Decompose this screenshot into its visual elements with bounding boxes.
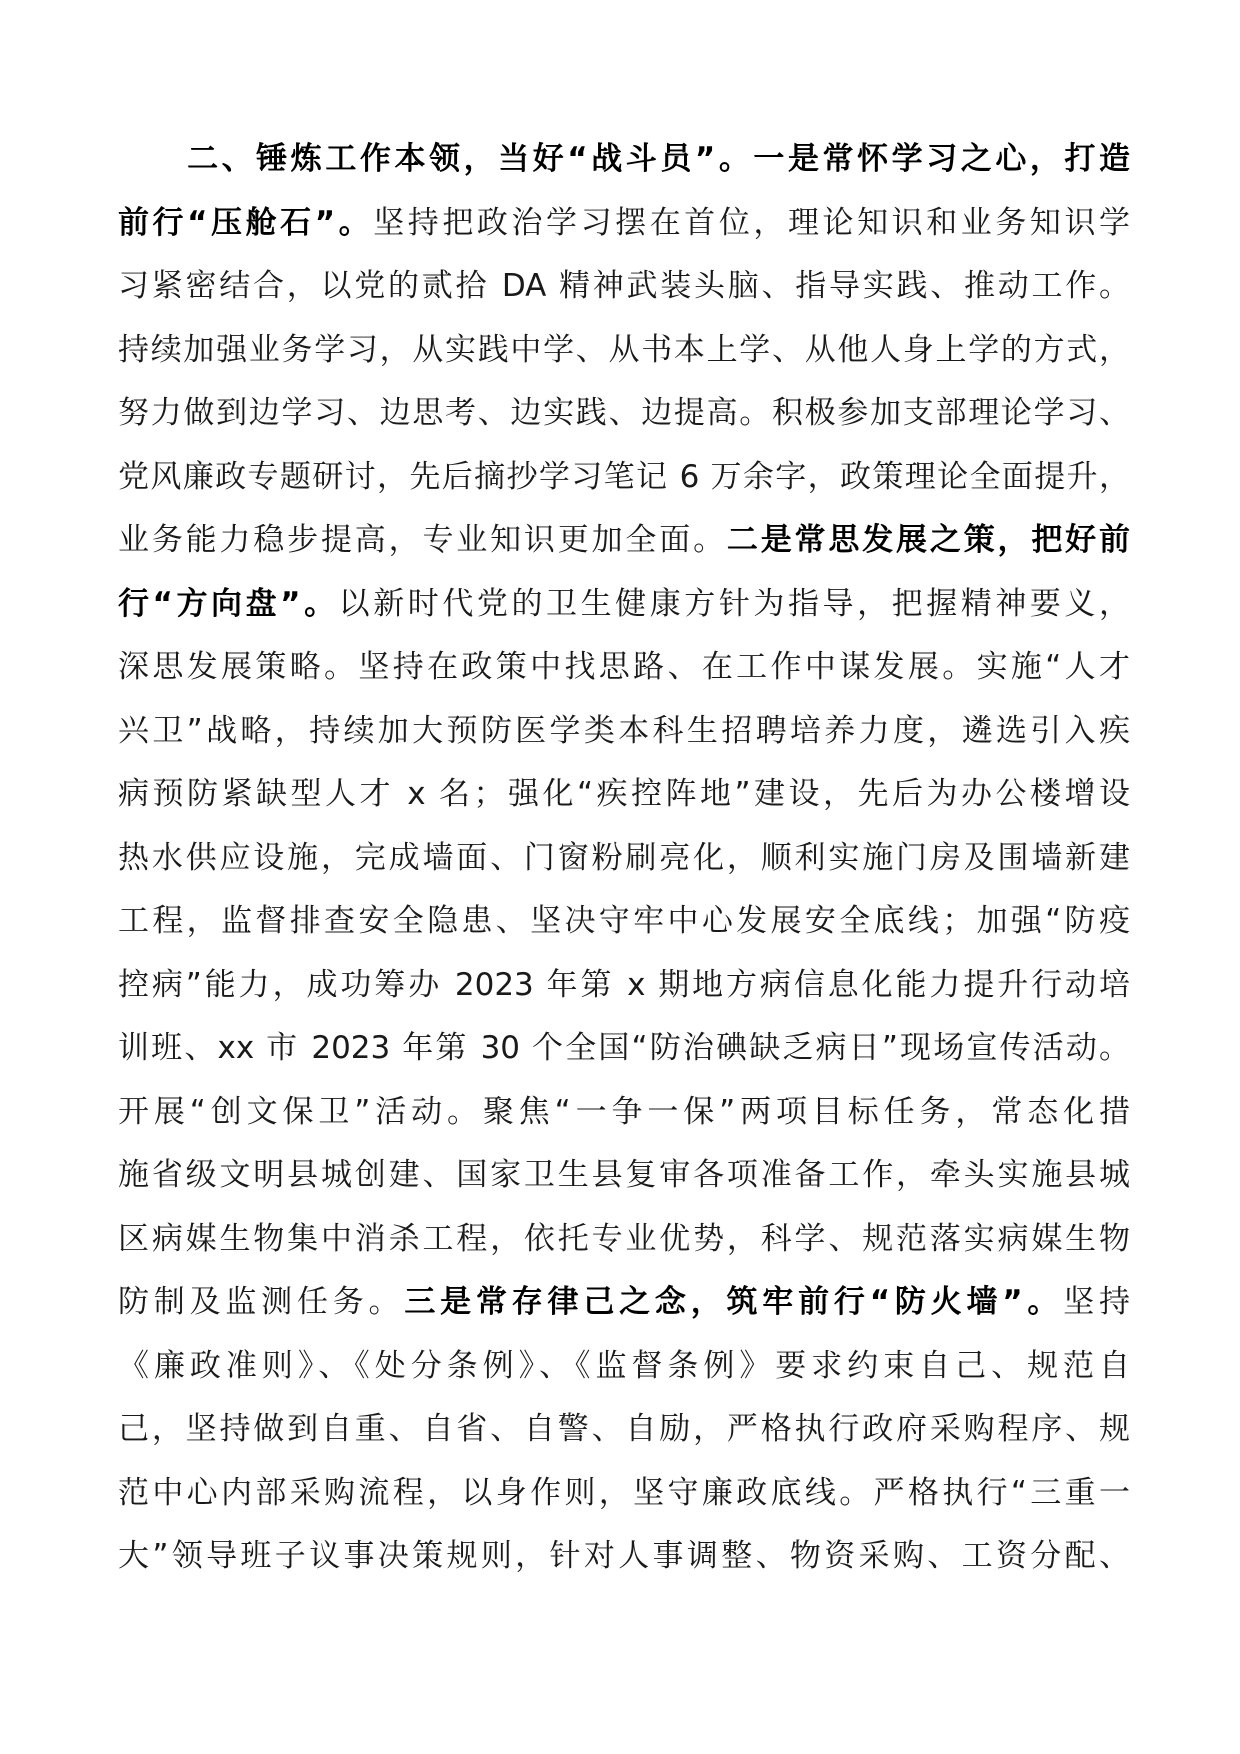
text-line — [118, 382, 1130, 446]
text-segment: 热水供应设施，完成墙面、门窗粉刷亮化，顺利实施门房及围墙新建 — [118, 839, 1130, 876]
text-segment: 开展“创文保卫”活动。聚焦“一争一保”两项目标任务，常态化措 — [118, 1093, 1130, 1130]
text-line — [118, 700, 1130, 764]
text-line — [118, 1271, 1130, 1335]
text-line — [118, 1208, 1130, 1272]
text-line — [118, 1081, 1130, 1145]
text-segment: 业务能力稳步提高，专业知识更加全面。 — [118, 522, 727, 558]
text-segment: 训班、xx 市 2023 年第 30 个全国“防治碘缺乏病日”现场宣传活动。 — [118, 1030, 1130, 1066]
text-line — [118, 128, 1130, 192]
text-line — [118, 255, 1130, 319]
text-segment: 防制及监测任务。 — [118, 1284, 405, 1320]
text-segment: 坚持 — [1063, 1284, 1131, 1320]
text-segment: 习紧密结合，以党的贰拾 DA 精神武装头脑、指导实践、推动工作。 — [118, 268, 1130, 304]
text-segment: 范中心内部采购流程，以身作则，坚守廉政底线。严格执行“三重一 — [118, 1474, 1130, 1511]
bold-heading-segment: 前行“压舱石”。 — [118, 204, 374, 241]
text-segment: 病预防紧缺型人才 x 名；强化“疾控阵地”建设，先后为办公楼增设 — [118, 776, 1130, 812]
bold-heading-segment: 行“方向盘”。 — [118, 585, 339, 622]
text-segment: 坚持把政治学习摆在首位，理论知识和业务知识学 — [373, 204, 1130, 241]
text-line — [118, 1525, 1130, 1589]
text-line — [118, 319, 1130, 383]
text-segment: 控病”能力，成功筹办 2023 年第 x 期地方病信息化能力提升行动培 — [118, 966, 1130, 1003]
text-segment: 己，坚持做到自重、自省、自警、自励，严格执行政府采购程序、规 — [118, 1411, 1130, 1447]
text-segment: 《廉政准则》、《处分条例》、《监督条例》要求约束自己、规范自 — [118, 1347, 1130, 1384]
text-line — [118, 636, 1130, 700]
text-line — [118, 1144, 1130, 1208]
text-segment: 大”领导班子议事决策规则，针对人事调整、物资采购、工资分配、 — [118, 1538, 1130, 1574]
text-line — [118, 1462, 1130, 1526]
text-segment: 施省级文明县城创建、国家卫生县复审各项准备工作，牵头实施县城 — [118, 1157, 1130, 1193]
text-segment: 区病媒生物集中消杀工程，依托专业优势，科学、规范落实病媒生物 — [118, 1220, 1130, 1257]
text-line — [118, 446, 1130, 510]
text-line — [118, 509, 1130, 573]
text-segment: 兴卫”战略，持续加大预防医学类本科生招聘培养力度，遴选引入疾 — [118, 712, 1130, 749]
text-line — [118, 573, 1130, 637]
bold-heading-segment: 二、锤炼工作本领，当好“战斗员”。一是常怀学习之心，打造 — [118, 141, 1130, 177]
text-segment: 以新时代党的卫生健康方针为指导，把握精神要义， — [338, 585, 1130, 622]
text-segment: 党风廉政专题研讨，先后摘抄学习笔记 6 万余字，政策理论全面提升， — [118, 458, 1130, 495]
body-paragraph — [118, 128, 1130, 1589]
text-line — [118, 763, 1130, 827]
bold-heading-segment: 二是常思发展之策，把好前 — [726, 522, 1131, 558]
text-line — [118, 954, 1130, 1018]
text-line — [118, 827, 1130, 891]
text-segment: 努力做到边学习、边思考、边实践、边提高。积极参加支部理论学习、 — [118, 395, 1130, 431]
text-segment: 深思发展策略。坚持在政策中找思路、在工作中谋发展。实施“人才 — [118, 649, 1130, 685]
text-line — [118, 192, 1130, 256]
text-segment: 持续加强业务学习，从实践中学、从书本上学、从他人身上学的方式， — [118, 331, 1130, 368]
bold-heading-segment: 三是常存律己之念，筑牢前行“防火墙”。 — [404, 1284, 1064, 1320]
text-segment: 工程，监督排查安全隐患、坚决守牢中心发展安全底线；加强“防疫 — [118, 903, 1130, 939]
text-line — [118, 1398, 1130, 1462]
text-line — [118, 890, 1130, 954]
text-line — [118, 1335, 1130, 1399]
text-line — [118, 1017, 1130, 1081]
